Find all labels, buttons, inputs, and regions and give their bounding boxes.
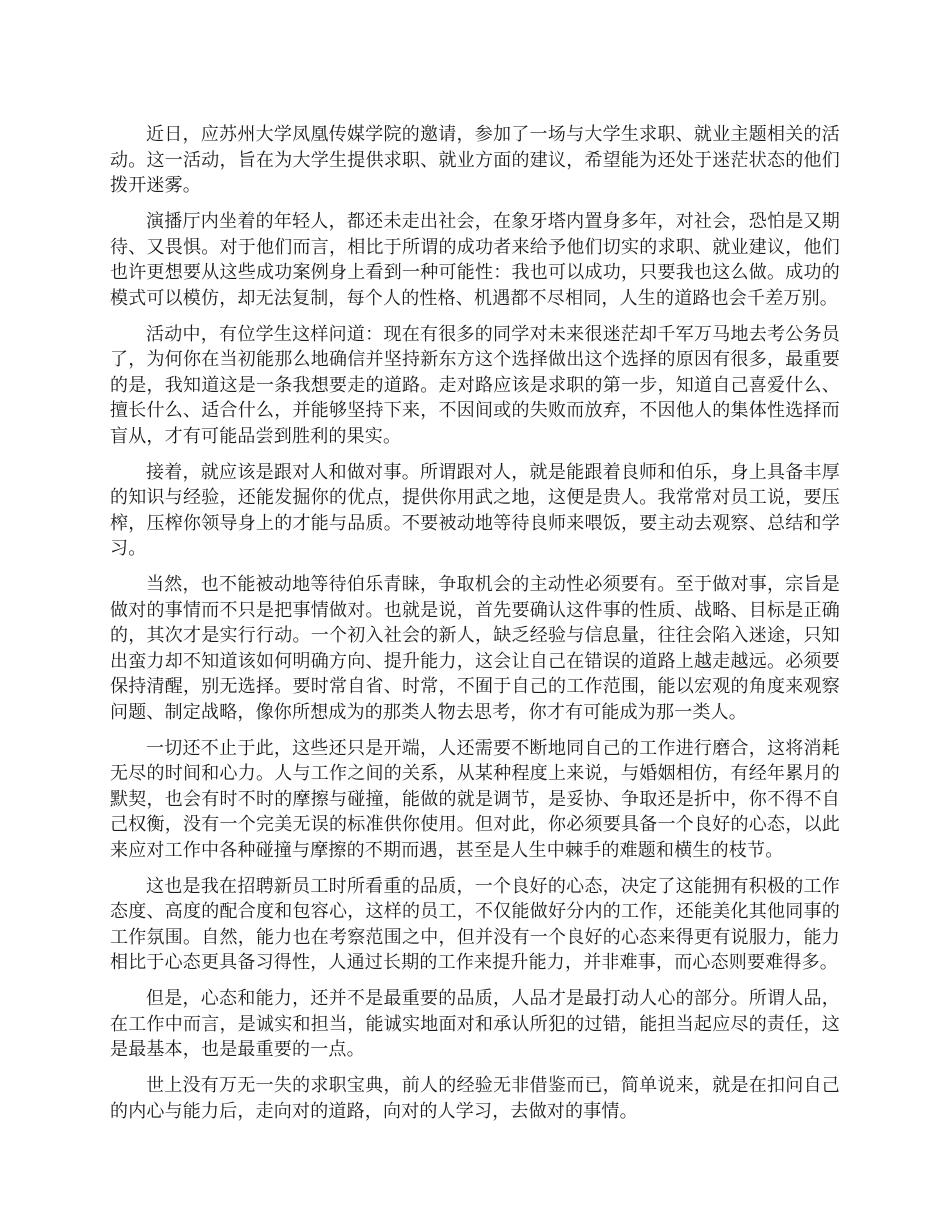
paragraph-9: 世上没有万无一失的求职宝典，前人的经验无非借鉴而已，简单说来，就是在扣问自己的内心与能力后，走向对的道路，向对的人学习，去做对的事情。	[110, 1075, 840, 1122]
paragraph-6: 一切还不止于此，这些还只是开端，人还需要不断地同自己的工作进行磨合，这将消耗无尽的时间和心力。人与工作之间的关系，从某种程度上来说，与婚姻相仿，有经年累月的默契，也会有时不时的摩擦与碰撞，能做的就是调节，是妥协、争取还是折中，你不得不自己权衡，没有一个完美无误的标准供你使用。但对此，你必须要具备一个良好的心态，以此来应对工作中各种碰撞与摩擦的不期而遇，甚至是人生中棘手的难题和横生的枝节。	[110, 737, 840, 861]
paragraph-4: 接着，就应该是跟对人和做对事。所谓跟对人，就是能跟着良师和伯乐，身上具备丰厚的知识与经验，还能发掘你的优点，提供你用武之地，这便是贵人。我常常对员工说，要压榨，压榨你领导身上的才能与品质。不要被动地等待良师来喂饭，要主动去观察、总结和学习。	[110, 461, 840, 559]
paragraph-8: 但是，心态和能力，还并不是最重要的品质，人品才是最打动人心的部分。所谓人品，在工作中而言，是诚实和担当，能诚实地面对和承认所犯的过错，能担当起应尽的责任，这是最基本，也是最重要的一点。	[110, 988, 840, 1060]
document-body	[110, 122, 840, 1135]
paragraph-1: 近日，应苏州大学凤凰传媒学院的邀请，参加了一场与大学生求职、就业主题相关的活动。这一活动，旨在为大学生提供求职、就业方面的建议，希望能为还处于迷茫状态的他们拨开迷雾。	[110, 124, 840, 196]
paragraph-3: 活动中，有位学生这样问道：现在有很多的同学对未来很迷茫却千军万马地去考公务员了，为何你在当初能那么地确信并坚持新东方这个选择做出这个选择的原因有很多，最重要的是，我知道这是一条我想要走的道路。走对路应该是求职的第一步，知道自己喜爱什么、擅长什么、适合什么，并能够坚持下来，不因间或的失败而放弃，不因他人的集体性选择而盲从，才有可能品尝到胜利的果实。	[110, 323, 840, 447]
paragraph-2: 演播厅内坐着的年轻人，都还未走出社会，在象牙塔内置身多年，对社会，恐怕是又期待、又畏惧。对于他们而言，相比于所谓的成功者来给予他们切实的求职、就业建议，他们也许更想要从这些成功案例身上看到一种可能性：我也可以成功，只要我也这么做。成功的模式可以模仿，却无法复制，每个人的性格、机遇都不尽相同，人生的道路也会千差万别。	[110, 211, 840, 309]
paragraph-7: 这也是我在招聘新员工时所看重的品质，一个良好的心态，决定了这能拥有积极的工作态度、高度的配合度和包容心，这样的员工，不仅能做好分内的工作，还能美化其他同事的工作氛围。自然，能力也在考察范围之中，但并没有一个良好的心态来得更有说服力，能力相比于心态更具备习得性，人通过长期的工作来提升能力，并非难事，而心态则要难得多。	[110, 875, 840, 973]
paragraph-5: 当然，也不能被动地等待伯乐青睐，争取机会的主动性必须要有。至于做对事，宗旨是做对的事情而不只是把事情做对。也就是说，首先要确认这件事的性质、战略、目标是正确的，其次才是实行行动。一个初入社会的新人，缺乏经验与信息量，往往会陷入迷途，只知出蛮力却不知道该如何明确方向、提升能力，这会让自己在错误的道路上越走越远。必须要保持清醒，别无选择。要时常自省、时常，不囿于自己的工作范围，能以宏观的角度来观察问题、制定战略，像你所想成为的那类人物去思考，你才有可能成为那一类人。	[110, 574, 840, 723]
